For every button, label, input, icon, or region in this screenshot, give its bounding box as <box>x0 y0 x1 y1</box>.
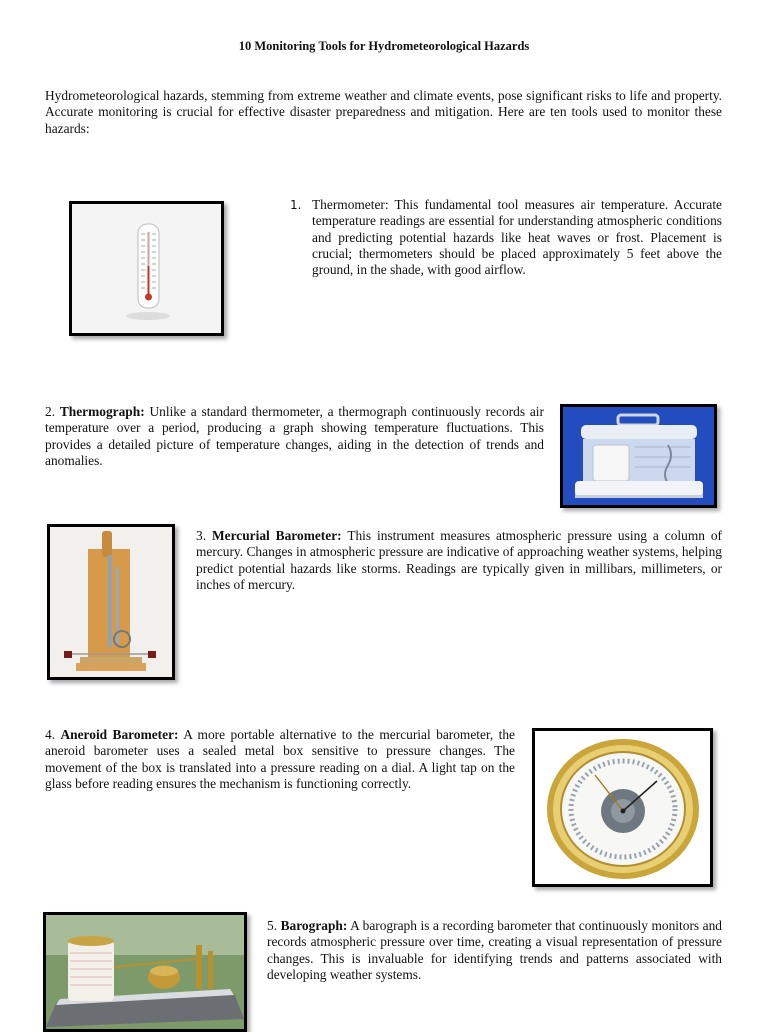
tool-2-name: Thermograph: <box>59 404 145 419</box>
tool-5-number: 5. <box>267 918 278 933</box>
tool-2-number: 2. <box>45 404 56 419</box>
tool-1-number: 1. <box>290 198 302 212</box>
tool-2-description: Unlike a standard thermometer, a thermograph continuously records air temperature over a period, producing a graph showing temperature fluctuations. This provides a detailed picture of temperature changes, aiding in the detection of trends and anomalies. <box>45 404 544 468</box>
tool-5-description: A barograph is a recording barometer that continuously monitors and records atmospheric pressure over time, creating a visual representation of pressure changes. This is invaluable for identifying trends and patterns associated with developing weather systems. <box>267 918 723 982</box>
aneroid-barometer-image <box>532 728 713 887</box>
tool-3-name: Mercurial Barometer: <box>211 528 342 543</box>
intro-paragraph: Hydrometeorological hazards, stemming from extreme weather and climate events, pose significant risks to life and property. Accurate monitoring is crucial for effective disaster preparedness and mitigation. Here are ten tools used to monitor these hazards: <box>45 88 722 136</box>
tool-5-name: Barograph: <box>280 918 348 933</box>
tool-1-paragraph <box>290 197 722 278</box>
thermograph-image <box>560 404 717 508</box>
tool-1-name: Thermometer: <box>312 197 389 212</box>
barograph-image <box>43 912 247 1032</box>
tool-3-description: This instrument measures atmospheric pressure using a column of mercury. Changes in atmospheric pressure are indicative of approaching weather systems, helping predict potential hazards like storms. Readings are typically given in millibars, millimeters, or inches of mercury. <box>196 528 723 592</box>
tool-3-paragraph <box>196 528 722 593</box>
tool-4-name: Aneroid Barometer: <box>60 727 179 742</box>
tool-5-paragraph <box>267 918 722 983</box>
page-title: 10 Monitoring Tools for Hydrometeorological Hazards <box>238 39 530 53</box>
tool-3-number: 3. <box>196 528 207 543</box>
tool-4-paragraph <box>45 727 515 792</box>
tool-1-description: This fundamental tool measures air temperature. Accurate temperature readings are essential for understanding atmospheric conditions and predicting potential hazards like heat waves or frost. Placement is crucial; thermometers should be placed approximately 5 feet above the ground, in the shade, with good airflow. <box>312 197 723 278</box>
mercurial-barometer-image <box>47 524 175 680</box>
tool-4-description: A more portable alternative to the mercurial barometer, the aneroid barometer uses a sealed metal box sensitive to pressure changes. The movement of the box is translated into a pressure reading on a dial. A light tap on the glass before reading ensures the mechanism is functioning correctly. <box>45 727 516 791</box>
thermometer-image <box>69 201 224 336</box>
tool-2-paragraph <box>45 404 544 469</box>
tool-4-number: 4. <box>45 727 56 742</box>
